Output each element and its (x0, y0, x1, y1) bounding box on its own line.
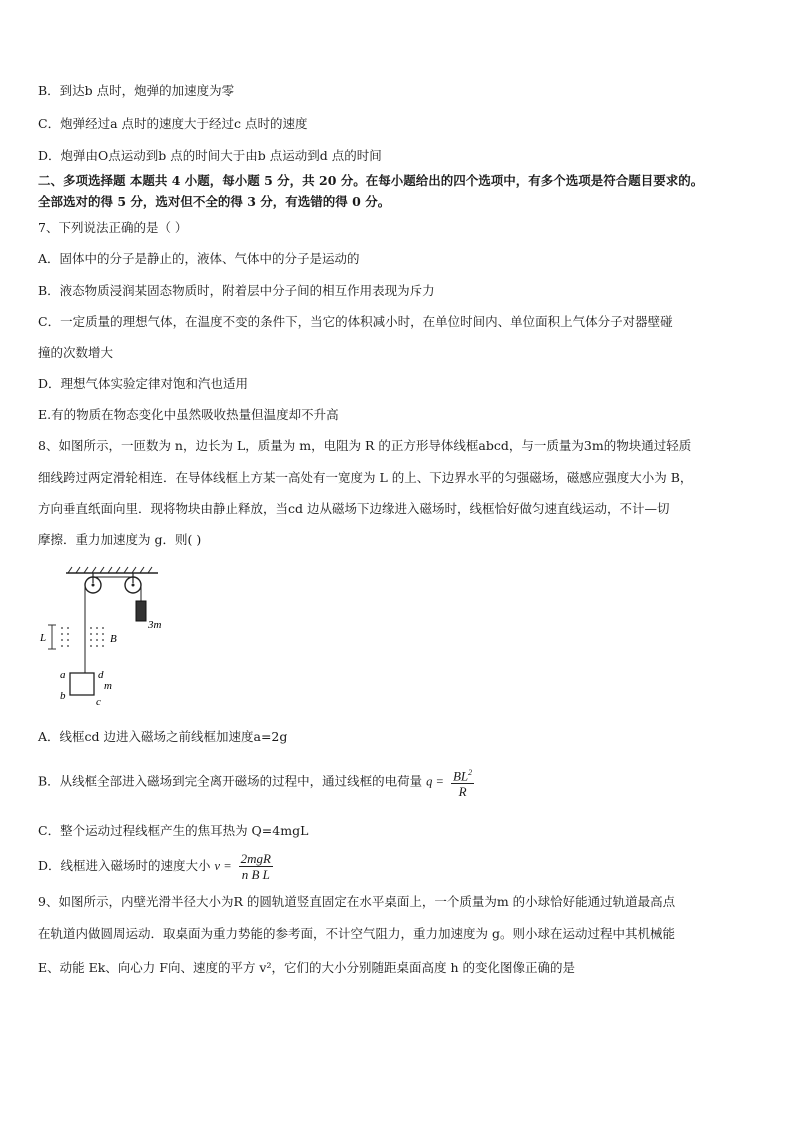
q8-option-b-lhs: q = (426, 774, 444, 789)
q8-option-d (38, 851, 276, 882)
q6-option-d: D．炮弹由O点运动到b 点的时间大于由b 点运动到d 点的时间 (38, 148, 382, 163)
q8-option-d-text: D．线框进入磁场时的速度大小 (38, 858, 211, 873)
square-frame-abcd (70, 673, 94, 695)
q8-option-b-fraction: $\frac{BL^2}{R}$ (451, 765, 474, 799)
q8-option-d-denominator: n B L (241, 867, 270, 882)
q8-option-d-numerator: 2mgR (240, 851, 271, 866)
q8-option-c: C．整个运动过程线框产生的焦耳热为 Q=4mgL (38, 823, 309, 838)
q9-line3: E、动能 Ek、向心力 F向、速度的平方 v²，它们的大小分别随距桌面高度 h 的变化图像正确的是 (38, 960, 575, 975)
q8-stem-line2: 细线跨过两定滑轮相连．在导体线框上方某一高处有一宽度为 L 的上、下边界水平的匀强磁场，磁感应强度大小为 B， (38, 470, 693, 485)
label-B: B (110, 633, 117, 645)
q7-option-b: B．液态物质浸润某固态物质时，附着层中分子间的相互作用表现为斥力 (38, 283, 435, 298)
block-3m (136, 601, 146, 621)
q9-line2: 在轨道内做圆周运动．取桌面为重力势能的参考面，不计空气阻力，重力加速度为 g。则小球在运动过程中其机械能 (38, 926, 675, 941)
q6-option-c: C．炮弹经过a 点时的速度大于经过c 点时的速度 (38, 116, 308, 131)
label-c: c (96, 696, 101, 708)
section2-instructions-line1: 二、多项选择题 本题共 4 小题，每小题 5 分，共 20 分。在每小题给出的四个选项中，有多个选项是符合题目要求的。 (38, 173, 704, 188)
q8-option-b (38, 765, 477, 799)
label-m: m (104, 680, 112, 692)
q8-option-b-numerator: BL (452, 768, 469, 784)
pulley-magnetic-field-figure (38, 565, 178, 710)
label-d: d (98, 669, 104, 681)
label-a: a (60, 669, 66, 681)
q8-stem-line3: 方向垂直纸面向里．现将物块由静止释放，当cd 边从磁场下边缘进入磁场时，线框恰好做匀速直线运动，不计—切 (38, 501, 670, 516)
section2-instructions-line2: 全部选对的得 5 分，选对但不全的得 3 分，有选错的得 0 分。 (38, 194, 391, 209)
q8-stem-line4: 摩擦．重力加速度为 g．则( ) (38, 532, 202, 547)
label-b: b (60, 690, 66, 702)
q6-option-b: B．到达b 点时，炮弹的加速度为零 (38, 83, 235, 98)
q8-option-d-lhs: v = (214, 859, 232, 873)
ceiling-hatching (68, 567, 152, 573)
q7-option-e: E.有的物质在物态变化中虽然吸收热量但温度却不升高 (38, 407, 339, 422)
q8-stem-line1: 8、如图所示，一匝数为 n，边长为 L，质量为 m，电阻为 R 的正方形导体线框abcd，与一质量为3m的物块通过轻质 (38, 438, 692, 453)
q8-option-a: A．线框cd 边进入磁场之前线框加速度a=2g (38, 729, 288, 744)
field-dots (61, 627, 104, 647)
q7-option-a: A．固体中的分子是静止的，液体、气体中的分子是运动的 (38, 251, 360, 266)
q8-option-b-denominator: R (458, 784, 467, 800)
q8-option-b-text: B．从线框全部进入磁场到完全离开磁场的过程中，通过线框的电荷量 (38, 773, 423, 789)
label-L: L (40, 632, 47, 644)
q7-option-d: D．理想气体实验定律对饱和汽也适用 (38, 376, 249, 391)
q9-line1: 9、如图所示，内壁光滑半径大小为R 的圆轨道竖直固定在水平桌面上，一个质量为m 的小球恰好能通过轨道最高点 (38, 894, 676, 909)
q7-option-c-line1: C．一定质量的理想气体，在温度不变的条件下，当它的体积减小时，在单位时间内、单位面积上气体分子对器壁碰 (38, 314, 673, 329)
q7-option-c-line2: 撞的次数增大 (38, 345, 114, 360)
label-3m: 3m (148, 619, 162, 631)
q8-option-d-fraction (239, 851, 273, 882)
q7-stem: 7、下列说法正确的是（ ） (38, 220, 188, 235)
magnetic-field-region (48, 625, 56, 649)
